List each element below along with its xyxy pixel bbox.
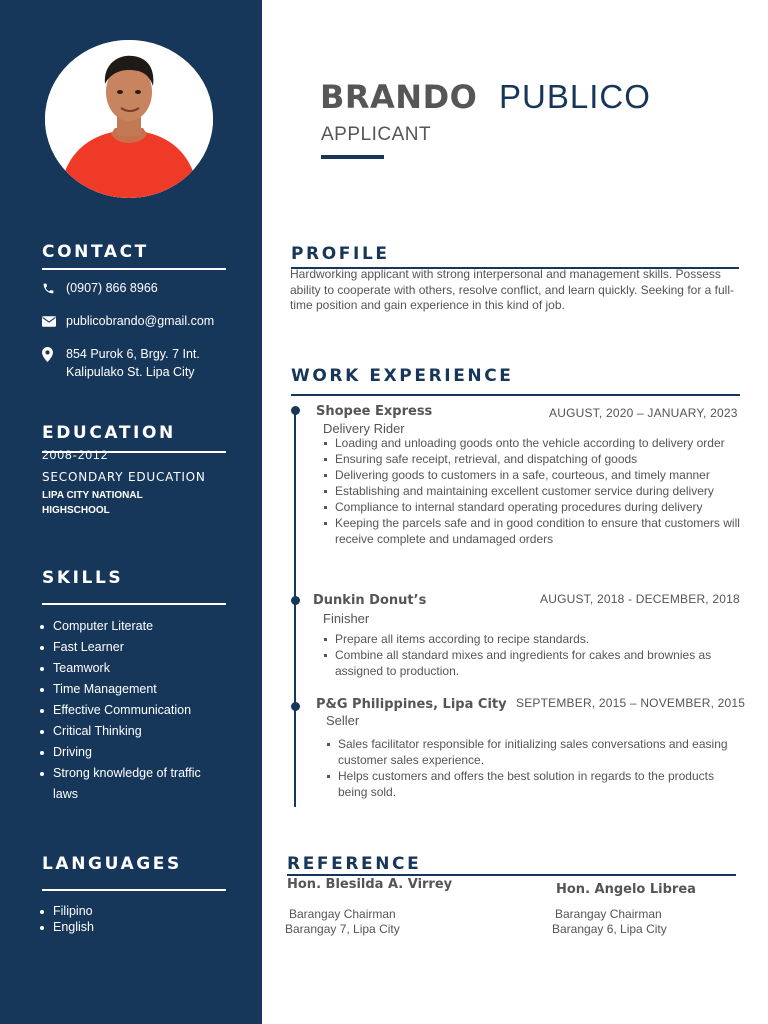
job-duties <box>335 631 740 679</box>
contact-phone <box>42 279 158 297</box>
profile-heading: PROFILE <box>291 244 390 264</box>
phone-number[interactable]: (0907) 866 8966 <box>66 281 158 295</box>
profile-text: Hardworking applicant with strong interpersonal and management skills. Possess ability to cooperate with others, resolve conflict, and learn quickly. Seeking for a full-time position and gain experience in this kind of job. <box>290 267 734 312</box>
timeline-line <box>294 407 296 807</box>
list-item: Prepare all items according to recipe standards. <box>335 631 740 647</box>
list-item: Fast Learner <box>53 637 223 658</box>
list-item: Computer Literate <box>53 616 223 637</box>
list-item: Critical Thinking <box>53 721 223 742</box>
list-item: Delivering goods to customers in a safe, courteous, and timely manner <box>335 467 745 483</box>
reference-location: Barangay 7, Lipa City <box>285 922 400 936</box>
list-item: English <box>53 919 94 934</box>
school-line-2: HIGHSCHOOL <box>42 505 110 516</box>
job-company: Shopee Express <box>316 404 433 419</box>
list-item: Keeping the parcels safe and in good condition to ensure that customers will receive complete and undamaged orders <box>335 515 745 547</box>
job-role: Finisher <box>323 611 370 626</box>
reference-divider <box>287 874 736 876</box>
contact-divider <box>42 268 226 270</box>
list-item: Helps customers and offers the best solution in regards to the products being sold. <box>338 768 733 800</box>
timeline-dot <box>291 406 300 415</box>
timeline-dot <box>291 596 300 605</box>
work-experience-divider <box>291 394 740 396</box>
languages-list <box>53 904 94 935</box>
list-item: Ensuring safe receipt, retrieval, and dispatching of goods <box>335 451 745 467</box>
list-item: Driving <box>53 742 223 763</box>
education-level: SECONDARY EDUCATION <box>42 470 206 484</box>
reference-location: Barangay 6, Lipa City <box>552 922 667 936</box>
sidebar <box>0 0 262 1024</box>
list-item: Sales facilitator responsible for initializing sales conversations and easing customer sales experience. <box>338 736 733 768</box>
reference-position: Barangay Chairman <box>289 907 396 921</box>
contact-email <box>42 312 214 330</box>
job-dates: AUGUST, 2018 - DECEMBER, 2018 <box>540 592 740 606</box>
languages-divider <box>42 889 226 891</box>
contact-address <box>42 345 200 381</box>
timeline-dot <box>291 702 300 711</box>
location-pin-icon <box>42 345 66 363</box>
reference-heading: REFERENCE <box>287 854 422 874</box>
first-name: BRANDO <box>320 78 478 116</box>
list-item: Filipino <box>53 904 93 918</box>
title-underline <box>321 155 384 159</box>
job-company: Dunkin Donut’s <box>313 593 427 608</box>
reference-position: Barangay Chairman <box>555 907 662 921</box>
address-line-1: 854 Purok 6, Brgy. 7 Int. <box>66 347 200 361</box>
list-item: Teamwork <box>53 658 223 679</box>
skills-heading: SKILLS <box>42 568 124 588</box>
job-dates: SEPTEMBER, 2015 – NOVEMBER, 2015 <box>516 696 746 710</box>
job-role: Delivery Rider <box>323 421 405 436</box>
skills-divider <box>42 603 226 605</box>
list-item: Loading and unloading goods onto the vehicle according to delivery order <box>335 435 745 451</box>
job-duties <box>335 435 745 547</box>
reference-name: Hon. Blesilda A. Virrey <box>287 877 453 892</box>
profile-photo-image <box>45 40 213 198</box>
languages-heading: LANGUAGES <box>42 854 182 874</box>
list-item: Compliance to internal standard operating procedures during delivery <box>335 499 745 515</box>
job-duties <box>338 736 733 800</box>
reference-name: Hon. Angelo Librea <box>556 882 696 897</box>
list-item: Establishing and maintaining excellent customer service during delivery <box>335 483 745 499</box>
education-school <box>42 488 192 518</box>
list-item: Strong knowledge of traffic laws <box>53 763 223 805</box>
list-item: Effective Communication <box>53 700 223 721</box>
mail-icon <box>42 312 66 330</box>
profile-photo <box>45 40 213 198</box>
job-title: APPLICANT <box>321 124 432 145</box>
school-line-1: LIPA CITY NATIONAL <box>42 490 143 501</box>
contact-heading: CONTACT <box>42 242 149 262</box>
last-name: PUBLICO <box>499 78 651 115</box>
skills-list <box>53 616 223 805</box>
job-dates: AUGUST, 2020 – JANUARY, 2023 <box>549 406 738 420</box>
work-experience-heading: WORK EXPERIENCE <box>291 366 514 386</box>
phone-icon <box>42 279 66 297</box>
education-heading: EDUCATION <box>42 423 176 443</box>
list-item: Combine all standard mixes and ingredients for cakes and brownies as assigned to production. <box>335 647 740 679</box>
email-address[interactable]: publicobrando@gmail.com <box>66 314 215 328</box>
job-role: Seller <box>326 713 360 728</box>
job-company: P&G Philippines, Lipa City <box>316 697 507 712</box>
address-line-2: Kalipulako St. Lipa City <box>66 365 195 379</box>
list-item: Time Management <box>53 679 223 700</box>
education-year: 2008-2012 <box>42 448 109 462</box>
